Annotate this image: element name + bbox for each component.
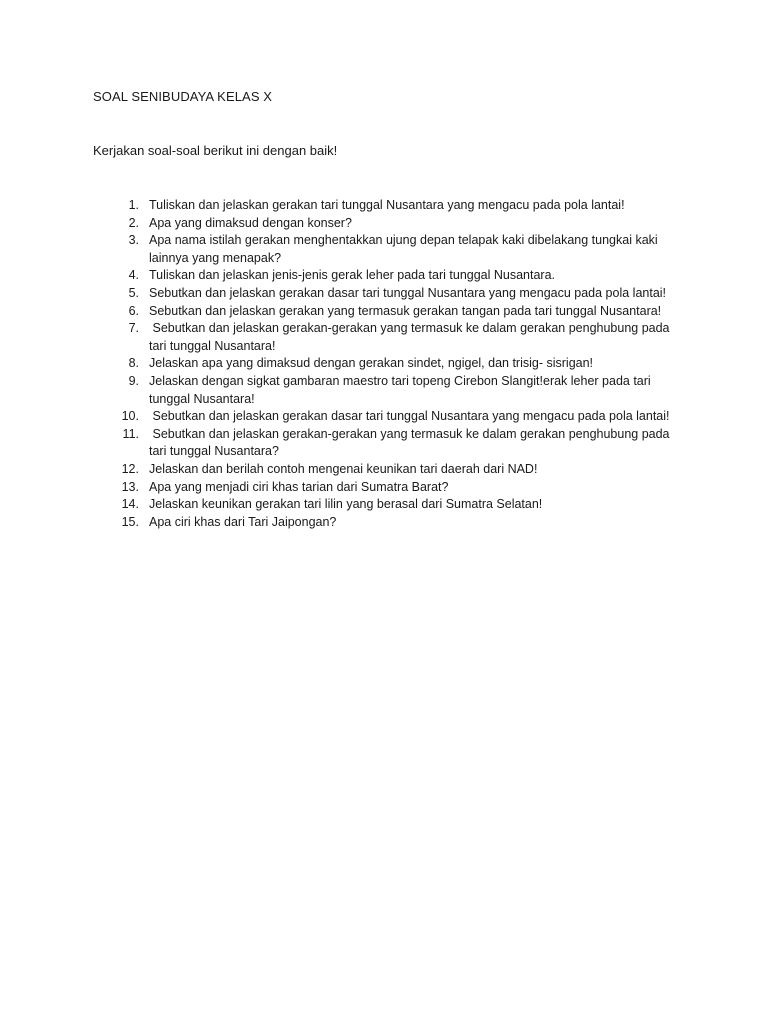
question-text: Apa nama istilah gerakan menghentakkan ujung depan telapak kaki dibelakang tungkai kaki lainnya yang menapak? bbox=[149, 233, 658, 265]
question-number: 13. bbox=[121, 479, 139, 494]
question-text: Sebutkan dan jelaskan gerakan dasar tari tunggal Nusantara yang mengacu pada pola lantai! bbox=[149, 409, 670, 424]
document-title: SOAL SENIBUDAYA KELAS X bbox=[93, 89, 273, 104]
question-number: 5. bbox=[128, 285, 139, 300]
question-number: 1. bbox=[128, 198, 139, 212]
question-number: 11. bbox=[122, 426, 139, 441]
question-text: Jelaskan dan berilah contoh mengenai keunikan tari daerah dari NAD! bbox=[149, 461, 538, 476]
question-text: Jelaskan keunikan gerakan tari lilin yang berasal dari Sumatra Selatan! bbox=[149, 497, 543, 512]
question-number: 15. bbox=[121, 514, 139, 529]
question-list bbox=[93, 197, 693, 531]
question-text: Jelaskan dengan sigkat gambaran maestro tari topeng Cirebon Slangit!erak leher pada tari tunggal Nusantara! bbox=[149, 373, 651, 406]
question-item bbox=[93, 285, 693, 303]
question-item bbox=[93, 303, 693, 321]
question-number: 14. bbox=[121, 497, 139, 512]
question-text: Tuliskan dan jelaskan jenis-jenis gerak leher pada tari tunggal Nusantara. bbox=[149, 268, 556, 283]
question-text: Sebutkan dan jelaskan gerakan-gerakan yang termasuk ke dalam gerakan penghubung pada tari tunggal Nusantara? bbox=[149, 426, 673, 459]
question-text: Sebutkan dan jelaskan gerakan-gerakan yang termasuk ke dalam gerakan penghubung pada tari tunggal Nusantara! bbox=[149, 321, 673, 353]
question-number: 8. bbox=[128, 356, 139, 371]
question-item bbox=[93, 215, 693, 233]
question-item bbox=[93, 320, 693, 355]
question-item bbox=[93, 232, 693, 267]
question-item bbox=[93, 197, 693, 215]
instruction-text: Kerjakan soal-soal berikut ini dengan baik! bbox=[93, 143, 338, 158]
question-number: 9. bbox=[128, 373, 139, 388]
question-number: 4. bbox=[128, 268, 139, 283]
question-text: Apa yang dimaksud dengan konser? bbox=[149, 215, 352, 230]
question-item bbox=[93, 267, 693, 285]
question-number: 10. bbox=[121, 409, 139, 424]
question-item bbox=[93, 408, 693, 426]
question-number: 3. bbox=[128, 233, 139, 248]
question-text: Apa yang menjadi ciri khas tarian dari Sumatra Barat? bbox=[149, 479, 449, 494]
question-number: 6. bbox=[128, 303, 139, 318]
question-number: 12. bbox=[121, 461, 139, 476]
question-number: 7. bbox=[128, 321, 139, 336]
question-item bbox=[93, 496, 693, 514]
question-item bbox=[93, 373, 693, 408]
question-item bbox=[93, 355, 693, 373]
question-item bbox=[93, 461, 693, 479]
question-number: 2. bbox=[128, 215, 139, 230]
question-text: Apa ciri khas dari Tari Jaipongan? bbox=[149, 514, 337, 529]
question-text: Sebutkan dan jelaskan gerakan yang termasuk gerakan tangan pada tari tunggal Nusantara! bbox=[149, 303, 662, 318]
question-item bbox=[93, 514, 693, 532]
question-text: Jelaskan apa yang dimaksud dengan gerakan sindet, ngigel, dan trisig- sisrigan! bbox=[149, 356, 594, 371]
question-item bbox=[93, 426, 693, 461]
question-text: Tuliskan dan jelaskan gerakan tari tunggal Nusantara yang mengacu pada pola lantai! bbox=[149, 198, 625, 212]
question-text: Sebutkan dan jelaskan gerakan dasar tari tunggal Nusantara yang mengacu pada pola lantai! bbox=[149, 285, 667, 300]
question-item bbox=[93, 479, 693, 497]
